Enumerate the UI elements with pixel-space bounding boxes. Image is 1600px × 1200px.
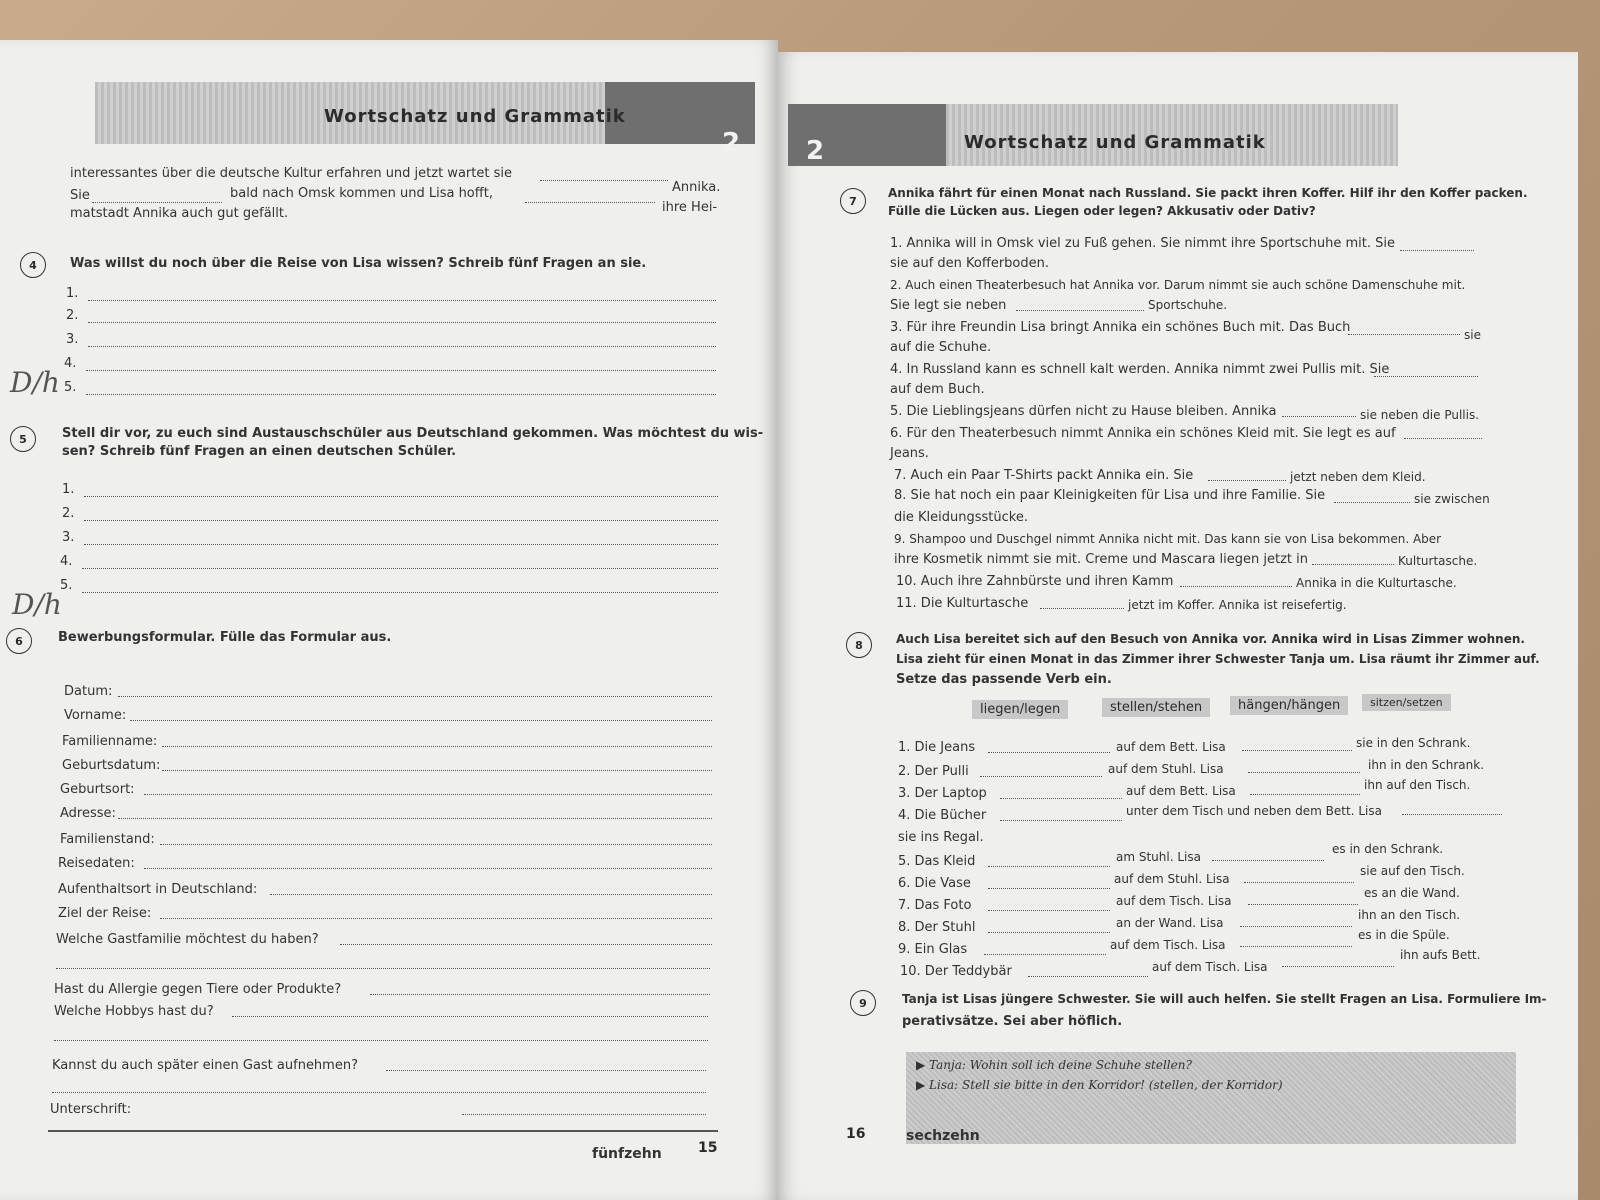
row-end: ihn auf den Tisch.	[1364, 778, 1471, 792]
page-number: 15	[698, 1140, 718, 1156]
item-number: 1.	[66, 286, 79, 301]
answer-line[interactable]	[84, 520, 718, 521]
row-mid: auf dem Tisch. Lisa	[1110, 938, 1226, 952]
row-mid: auf dem Bett. Lisa	[1116, 740, 1226, 754]
row-end: ihn an den Tisch.	[1358, 908, 1461, 922]
exercise-title: Tanja ist Lisas jüngere Schwester. Sie will auch helfen. Sie stellt Fragen an Lisa. Formuliere Im-	[902, 992, 1547, 1006]
form-field[interactable]	[160, 844, 712, 845]
form-label: Ziel der Reise:	[58, 906, 152, 921]
verb-option: liegen/legen	[972, 700, 1068, 719]
form-field[interactable]	[144, 868, 712, 869]
exercise-title: sen? Schreib fünf Fragen an einen deutschen Schüler.	[62, 444, 457, 459]
form-label: Welche Gastfamilie möchtest du haben?	[56, 932, 319, 947]
intro-line: Sie	[70, 188, 90, 203]
row-start: 6. Die Vase	[898, 876, 971, 891]
row-end: sie in den Schrank.	[1356, 736, 1471, 750]
exercise-title: perativsätze. Sei aber höflich.	[902, 1014, 1123, 1029]
answer-line[interactable]	[1242, 750, 1352, 751]
answer-line[interactable]	[988, 888, 1110, 889]
intro-line: Annika.	[672, 180, 721, 195]
answer-line[interactable]	[1000, 798, 1122, 799]
item-number: 2.	[62, 506, 75, 521]
row-mid: auf dem Bett. Lisa	[1126, 784, 1236, 798]
exercise-line: 6. Für den Theaterbesuch nimmt Annika ein schönes Kleid mit. Sie legt es auf	[890, 426, 1396, 441]
row-mid: am Stuhl. Lisa	[1116, 850, 1201, 864]
form-label: Kannst du auch später einen Gast aufnehmen?	[52, 1058, 358, 1073]
exercise-line: 10. Auch ihre Zahnbürste und ihren Kamm	[896, 574, 1174, 589]
answer-line[interactable]	[86, 370, 716, 371]
item-number: 2.	[66, 308, 79, 323]
answer-line[interactable]	[988, 932, 1110, 933]
page-word: sechzehn	[906, 1128, 980, 1144]
form-label: Geburtsdatum:	[62, 758, 161, 773]
form-field[interactable]	[160, 918, 712, 919]
form-field[interactable]	[56, 968, 710, 969]
exercise-title: Setze das passende Verb ein.	[896, 672, 1112, 687]
answer-line[interactable]	[1180, 586, 1292, 587]
form-label: Unterschrift:	[50, 1102, 132, 1117]
dialog-line: ▶ Tanja: Wohin soll ich deine Schuhe stellen?	[916, 1058, 1192, 1072]
right-page	[778, 52, 1578, 1200]
form-field[interactable]	[118, 696, 712, 697]
answer-line[interactable]	[1402, 814, 1502, 815]
row-start: 7. Das Foto	[898, 898, 972, 913]
form-field[interactable]	[386, 1070, 706, 1071]
exercise-line: 11. Die Kulturtasche	[896, 596, 1029, 611]
blank-line	[525, 202, 655, 203]
exercise-line: sie	[1464, 328, 1481, 342]
item-number: 1.	[62, 482, 75, 497]
blank-line	[92, 202, 222, 203]
item-number: 5.	[60, 578, 73, 593]
form-field[interactable]	[130, 720, 712, 721]
form-label: Aufenthaltsort in Deutschland:	[58, 882, 258, 897]
answer-line[interactable]	[988, 752, 1110, 753]
page-number: 16	[846, 1126, 866, 1142]
row-mid: auf dem Tisch. Lisa	[1152, 960, 1268, 974]
exercise-number: 8	[846, 632, 872, 658]
exercise-line: 7. Auch ein Paar T-Shirts packt Annika ein. Sie	[894, 468, 1194, 483]
exercise-number: 9	[850, 990, 876, 1016]
exercise-line: auf dem Buch.	[890, 382, 985, 397]
verb-option: sitzen/setzen	[1362, 694, 1451, 711]
exercise-title: Lisa zieht für einen Monat in das Zimmer ihrer Schwester Tanja um. Lisa räumt ihr Zimmer auf.	[896, 652, 1540, 666]
answer-line[interactable]	[1244, 882, 1354, 883]
dialog-line: ▶ Lisa: Stell sie bitte in den Korridor! (stellen, der Korridor)	[916, 1078, 1283, 1092]
answer-line[interactable]	[1240, 926, 1352, 927]
row-start: 9. Ein Glas	[898, 942, 968, 957]
chapter-number: 2	[722, 128, 741, 158]
row-end: es an die Wand.	[1364, 886, 1460, 900]
answer-line[interactable]	[1348, 334, 1460, 335]
answer-line[interactable]	[1282, 966, 1394, 967]
form-field[interactable]	[162, 770, 712, 771]
exercise-title: Bewerbungsformular. Fülle das Formular aus.	[58, 630, 392, 645]
answer-line[interactable]	[82, 592, 718, 593]
answer-line[interactable]	[84, 496, 718, 497]
page-title: Wortschatz und Grammatik	[324, 106, 626, 127]
answer-line[interactable]	[1016, 310, 1144, 311]
row-mid: auf dem Stuhl. Lisa	[1114, 872, 1230, 886]
row-start: 8. Der Stuhl	[898, 920, 976, 935]
answer-line[interactable]	[86, 394, 716, 395]
answer-line[interactable]	[88, 322, 716, 323]
handwritten-note: D/h	[12, 588, 62, 621]
exercise-number: 6	[6, 628, 32, 654]
form-label: Vorname:	[64, 708, 127, 723]
item-number: 4.	[60, 554, 73, 569]
answer-line[interactable]	[1212, 860, 1324, 861]
exercise-number: 5	[10, 426, 36, 452]
row-start: sie ins Regal.	[898, 830, 984, 845]
form-label: Hast du Allergie gegen Tiere oder Produkte?	[54, 982, 342, 997]
answer-line[interactable]	[1240, 946, 1352, 947]
answer-line[interactable]	[1400, 250, 1474, 251]
form-field[interactable]	[232, 1016, 708, 1017]
form-label: Datum:	[64, 684, 113, 699]
row-start: 1. Die Jeans	[898, 740, 976, 755]
row-mid: auf dem Stuhl. Lisa	[1108, 762, 1224, 776]
page-title: Wortschatz und Grammatik	[964, 132, 1266, 153]
answer-line[interactable]	[1000, 820, 1122, 821]
verb-option: hängen/hängen	[1230, 696, 1348, 715]
form-field[interactable]	[118, 818, 712, 819]
exercise-number: 7	[840, 188, 866, 214]
form-field[interactable]	[54, 1040, 708, 1041]
intro-line: bald nach Omsk kommen und Lisa hofft,	[230, 186, 493, 201]
answer-line[interactable]	[1374, 376, 1478, 377]
exercise-title: Annika fährt für einen Monat nach Russland. Sie packt ihren Koffer. Hilf ihr den Koffer packen.	[888, 186, 1528, 200]
answer-line[interactable]	[88, 346, 716, 347]
blank-line	[540, 180, 668, 181]
row-end: ihn aufs Bett.	[1400, 948, 1481, 962]
form-field[interactable]	[52, 1092, 706, 1093]
row-mid: unter dem Tisch und neben dem Bett. Lisa	[1126, 804, 1382, 818]
item-number: 4.	[64, 356, 77, 371]
form-label: Familienname:	[62, 734, 158, 749]
exercise-line: 1. Annika will in Omsk viel zu Fuß gehen. Sie nimmt ihre Sportschuhe mit. Sie	[890, 236, 1396, 251]
answer-line[interactable]	[1312, 564, 1394, 565]
row-start: 4. Die Bücher	[898, 808, 987, 823]
exercise-title: Fülle die Lücken aus. Liegen oder legen? Akkusativ oder Dativ?	[888, 204, 1316, 218]
exercise-line: 5. Die Lieblingsjeans dürfen nicht zu Hause bleiben. Annika	[890, 404, 1277, 419]
exercise-line: sie auf den Kofferboden.	[890, 256, 1050, 271]
row-start: 10. Der Teddybär	[900, 964, 1012, 979]
exercise-line: Sportschuhe.	[1148, 298, 1228, 312]
left-page	[0, 40, 778, 1200]
answer-line[interactable]	[88, 300, 716, 301]
row-end: es in den Schrank.	[1332, 842, 1444, 856]
answer-line[interactable]	[1040, 608, 1124, 609]
row-start: 3. Der Laptop	[898, 786, 987, 801]
answer-line[interactable]	[1250, 794, 1360, 795]
item-number: 5.	[64, 380, 77, 395]
exercise-line: Jeans.	[890, 446, 929, 461]
item-number: 3.	[66, 332, 79, 347]
intro-line: matstadt Annika auch gut gefällt.	[70, 206, 289, 221]
exercise-line: jetzt im Koffer. Annika ist reisefertig.	[1128, 598, 1347, 612]
form-label: Welche Hobbys hast du?	[54, 1004, 214, 1019]
chapter-number: 2	[806, 136, 825, 166]
signature-field[interactable]	[462, 1114, 706, 1115]
answer-line[interactable]	[82, 568, 718, 569]
exercise-title: Was willst du noch über die Reise von Lisa wissen? Schreib fünf Fragen an sie.	[70, 256, 647, 271]
answer-line[interactable]	[1028, 976, 1148, 977]
exercise-line: sie zwischen	[1414, 492, 1490, 506]
answer-line[interactable]	[980, 776, 1102, 777]
row-mid: auf dem Tisch. Lisa	[1116, 894, 1232, 908]
answer-line[interactable]	[988, 910, 1110, 911]
page-word: fünfzehn	[592, 1146, 662, 1162]
answer-line[interactable]	[988, 866, 1110, 867]
row-start: 5. Das Kleid	[898, 854, 976, 869]
exercise-line: Kulturtasche.	[1398, 554, 1478, 568]
exercise-line: 9. Shampoo und Duschgel nimmt Annika nicht mit. Das kann sie von Lisa bekommen. Aber	[894, 532, 1442, 546]
row-end: ihn in den Schrank.	[1368, 758, 1485, 772]
form-field[interactable]	[162, 746, 712, 747]
exercise-line: sie neben die Pullis.	[1360, 408, 1480, 422]
intro-line: interessantes über die deutsche Kultur erfahren und jetzt wartet sie	[70, 166, 512, 181]
exercise-line: ihre Kosmetik nimmt sie mit. Creme und Mascara liegen jetzt in	[894, 552, 1308, 567]
form-label: Reisedaten:	[58, 856, 135, 871]
answer-line[interactable]	[84, 544, 718, 545]
exercise-line: auf die Schuhe.	[890, 340, 992, 355]
answer-line[interactable]	[1208, 480, 1286, 481]
exercise-line: 3. Für ihre Freundin Lisa bringt Annika ein schönes Buch mit. Das Buch	[890, 320, 1351, 335]
form-label: Adresse:	[60, 806, 116, 821]
answer-line[interactable]	[1334, 502, 1410, 503]
exercise-line: Annika in die Kulturtasche.	[1296, 576, 1457, 590]
handwritten-note: D/h	[10, 366, 60, 399]
exercise-line: 8. Sie hat noch ein paar Kleinigkeiten für Lisa und ihre Familie. Sie	[894, 488, 1326, 503]
row-end: es in die Spüle.	[1358, 928, 1450, 942]
exercise-line: 4. In Russland kann es schnell kalt werden. Annika nimmt zwei Pullis mit. Sie	[890, 362, 1390, 377]
form-field[interactable]	[144, 794, 712, 795]
exercise-line: die Kleidungsstücke.	[894, 510, 1028, 525]
form-bottom-rule	[48, 1130, 718, 1132]
form-field[interactable]	[340, 944, 712, 945]
answer-line[interactable]	[1404, 438, 1482, 439]
item-number: 3.	[62, 530, 75, 545]
exercise-line: Sie legt sie neben	[890, 298, 1007, 313]
form-label: Familienstand:	[60, 832, 155, 847]
answer-line[interactable]	[1248, 772, 1360, 773]
row-mid: an der Wand. Lisa	[1116, 916, 1224, 930]
intro-line: ihre Hei-	[662, 200, 718, 215]
row-end: sie auf den Tisch.	[1360, 864, 1465, 878]
form-field[interactable]	[370, 994, 710, 995]
exercise-line: jetzt neben dem Kleid.	[1290, 470, 1426, 484]
exercise-title: Stell dir vor, zu euch sind Austauschschüler aus Deutschland gekommen. Was möchtest du wis-	[62, 426, 764, 441]
verb-option: stellen/stehen	[1102, 698, 1210, 717]
form-label: Geburtsort:	[60, 782, 135, 797]
answer-line[interactable]	[984, 954, 1106, 955]
exercise-line: 2. Auch einen Theaterbesuch hat Annika vor. Darum nimmt sie auch schöne Damenschuhe mit.	[890, 278, 1466, 292]
exercise-number: 4	[20, 252, 46, 278]
answer-line[interactable]	[1282, 416, 1356, 417]
row-start: 2. Der Pulli	[898, 764, 969, 779]
form-field[interactable]	[270, 894, 712, 895]
exercise-title: Auch Lisa bereitet sich auf den Besuch von Annika vor. Annika wird in Lisas Zimmer wohnen.	[896, 632, 1525, 646]
answer-line[interactable]	[1248, 904, 1358, 905]
